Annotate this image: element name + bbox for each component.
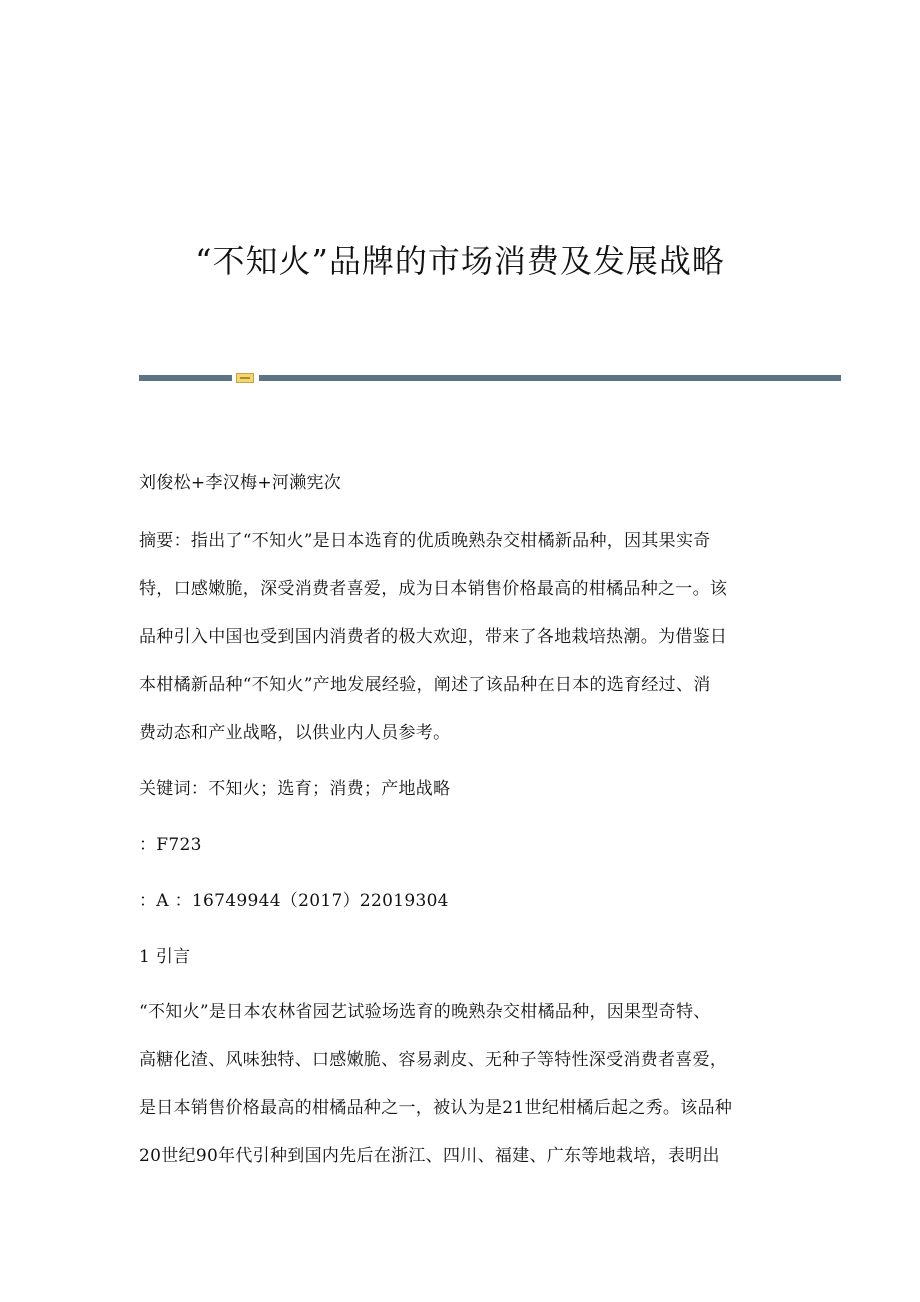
- abstract-line: 费动态和产业战略，以供业内人员参考。: [139, 723, 451, 743]
- body-line: “不知火”是日本农林省园艺试验场选育的晚熟杂交柑橘品种，因果型奇特、: [139, 1002, 711, 1022]
- abstract-line: 品种引入中国也受到国内消费者的极大欢迎，带来了各地栽培热潮。为借鉴日: [139, 627, 728, 647]
- page-title: “不知火”品牌的市场消费及发展战略: [195, 242, 725, 281]
- title-divider: [139, 373, 841, 383]
- divider-bar-right: [259, 375, 841, 381]
- document-code-line: ：A ：16749944（2017）22019304: [139, 891, 449, 911]
- author-line: 刘俊松+李汉梅+河濑宪次: [139, 473, 342, 493]
- abstract-line: 本柑橘新品种“不知火”产地发展经验，阐述了该品种在日本的选育经过、消: [139, 675, 711, 695]
- divider-ornament-icon: [236, 373, 254, 383]
- body-line: 高糖化渣、风味独特、口感嫩脆、容易剥皮、无种子等特性深受消费者喜爱，: [139, 1050, 728, 1070]
- divider-bar-left: [139, 375, 232, 381]
- body-line: 是日本销售价格最高的柑橘品种之一，被认为是21世纪柑橘后起之秀。该品种: [139, 1098, 733, 1118]
- abstract-line: 摘要：指出了“不知火”是日本选育的优质晚熟杂交柑橘新品种，因其果实奇: [139, 531, 711, 551]
- section-heading: 1 引言: [139, 947, 191, 967]
- classification-line: ：F723: [139, 835, 202, 855]
- keywords-line: 关键词：不知火；选育；消费；产地战略: [139, 779, 451, 799]
- body-line: 20世纪90年代引种到国内先后在浙江、四川、福建、广东等地栽培，表明出: [139, 1146, 720, 1166]
- abstract-line: 特，口感嫩脆，深受消费者喜爱，成为日本销售价格最高的柑橘品种之一。该: [139, 579, 728, 599]
